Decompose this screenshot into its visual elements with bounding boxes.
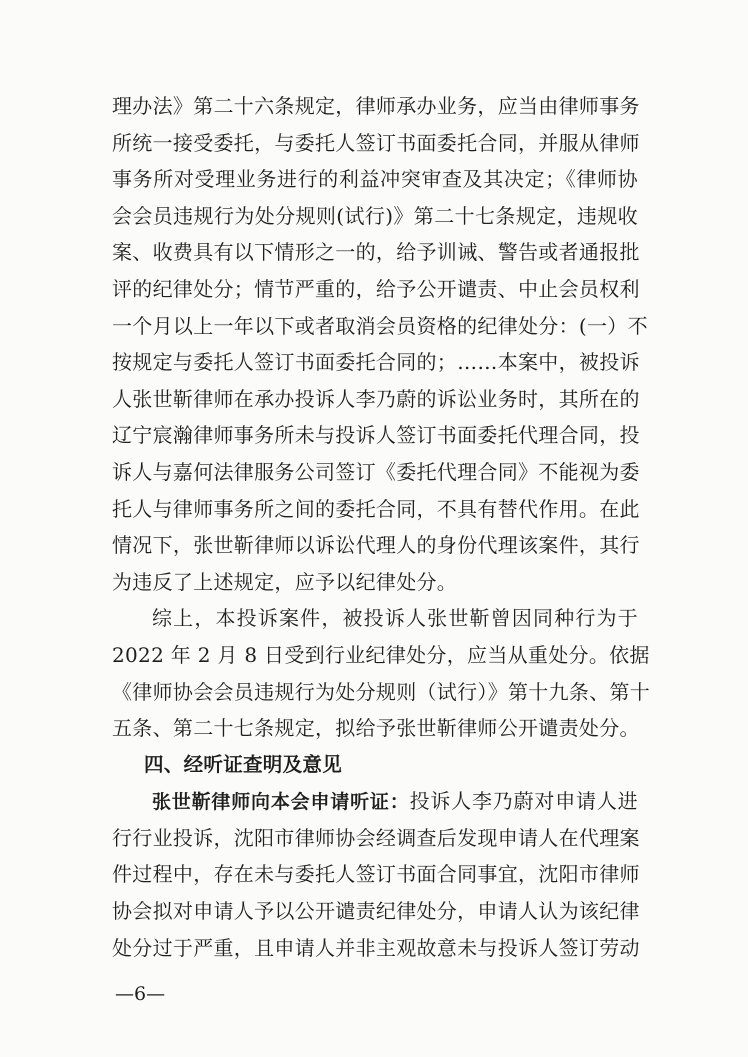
text-line: 事务所对受理业务进行的利益冲突审查及其决定；《律师协 bbox=[112, 167, 638, 192]
text-line: 一个月以上一年以下或者取消会员资格的纪律处分：(一）不 bbox=[112, 313, 648, 338]
text-line: 所统一接受委托，与委托人签订书面委托合同，并服从律师 bbox=[112, 130, 640, 155]
text-line: 按规定与委托人签订书面委托合同的；……本案中，被投诉 bbox=[112, 350, 640, 375]
text-line: 五条、第二十七条规定，拟给予张世靳律师公开谴责处分。 bbox=[112, 716, 640, 741]
text-line: 综上，本投诉案件，被投诉人张世靳曾因同种行为于 bbox=[152, 606, 638, 631]
document-body bbox=[112, 88, 651, 966]
text-line: 行行业投诉，沈阳市律师协会经调查后发现申请人在代理案 bbox=[112, 825, 640, 850]
text-line: 诉人与嘉何法律服务公司签订《委托代理合同》不能视为委 bbox=[112, 459, 640, 484]
text-line: 理办法》第二十六条规定，律师承办业务，应当由律师事务 bbox=[112, 94, 640, 118]
section-heading: 四、经听证查明及意见 bbox=[144, 752, 343, 776]
text-line: 为违反了上述规定，应予以纪律处分。 bbox=[112, 569, 458, 594]
text-line: 2022 年 2 月 8 日受到行业纪律处分，应当从重处分。依据 bbox=[112, 642, 650, 667]
text-span: 投诉人李乃蔚对申请人进 bbox=[409, 789, 638, 814]
text-line: 托人与律师事务所之间的委托合同，不具有替代作用。在此 bbox=[112, 496, 640, 521]
text-line bbox=[112, 783, 638, 820]
lead-phrase: 张世靳律师向本会申请听证： bbox=[152, 791, 410, 814]
text-line: 情况下，张世靳律师以诉讼代理人的身份代理该案件，其行 bbox=[112, 533, 640, 558]
paragraph-3 bbox=[112, 783, 638, 966]
text-line: 辽宁宸瀚律师事务所未与投诉人签订书面委托代理合同，投 bbox=[112, 423, 640, 448]
paragraph-2 bbox=[112, 600, 651, 746]
paragraph-1 bbox=[112, 88, 648, 600]
page-number: —6— bbox=[115, 983, 166, 1005]
text-line: 协会拟对申请人予以公开谴责纪律处分，申请人认为该纪律 bbox=[112, 899, 640, 924]
text-line: 会会员违规行为处分规则(试行)》第二十七条规定，违规收 bbox=[112, 203, 638, 228]
text-line: 《律师协会会员违规行为处分规则（试行）》第十九条、第十 bbox=[112, 679, 651, 704]
text-line: 处分过于严重，且申请人并非主观故意未与投诉人签订劳动 bbox=[112, 935, 640, 960]
text-line: 案、收费具有以下情形之一的，给予训诫、警告或者通报批 bbox=[112, 240, 640, 265]
text-line: 评的纪律处分；情节严重的，给予公开谴责、中止会员权利 bbox=[112, 276, 640, 301]
text-line: 件过程中，存在未与委托人签订书面合同事宜，沈阳市律师 bbox=[112, 862, 640, 887]
text-line: 人张世靳律师在承办投诉人李乃蔚的诉讼业务时，其所在的 bbox=[112, 386, 640, 411]
